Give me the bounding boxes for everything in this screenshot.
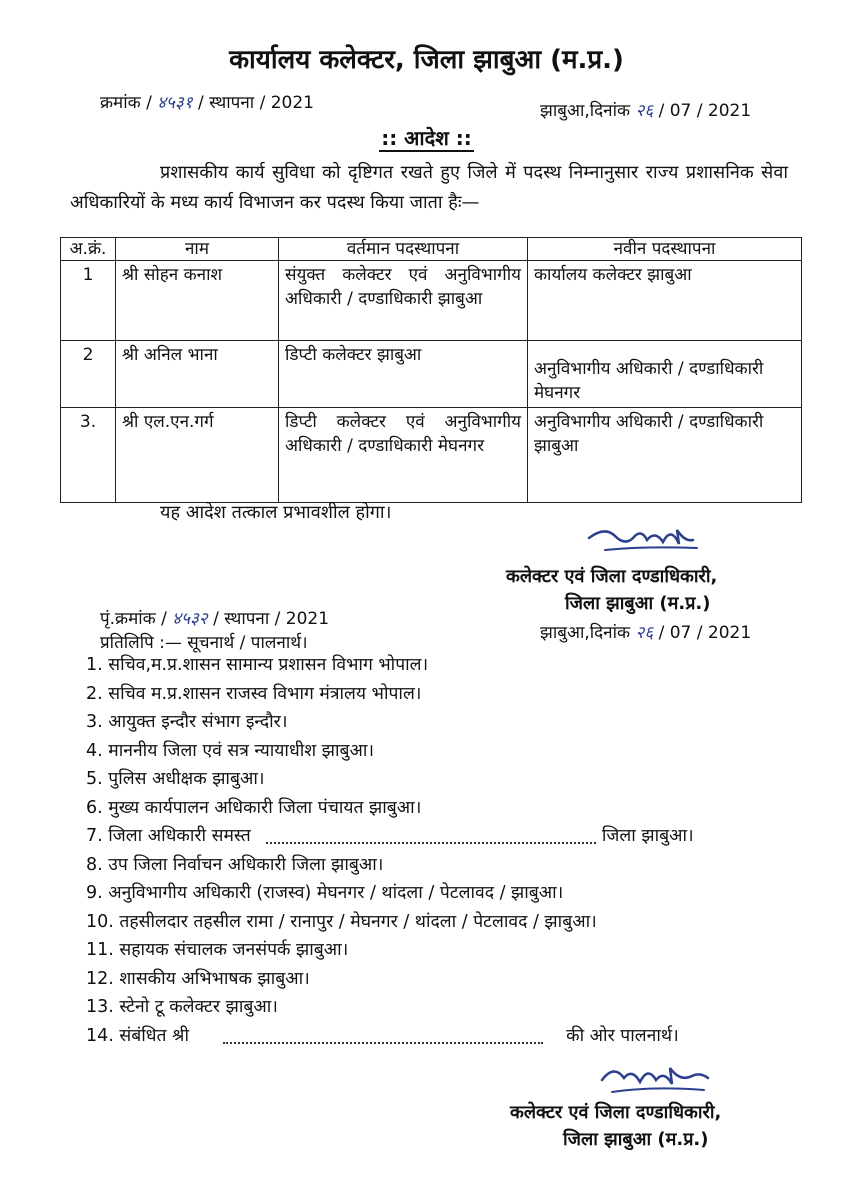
cell-sno: 3. [61, 408, 116, 503]
cell-current: संयुक्त कलेक्टर एवं अनुविभागीय अधिकारी / दण्डाधिकारी झाबुआ [279, 261, 528, 341]
table-row [61, 341, 802, 408]
endorse-ref-prefix: पृं.क्रमांक / [100, 609, 167, 629]
header-sno: अ.क्रं. [61, 238, 116, 261]
header-new-posting: नवीन पदस्थापना [528, 238, 802, 261]
header-current-posting: वर्तमान पदस्थापना [279, 238, 528, 261]
signature-2-icon [596, 1060, 716, 1100]
signature-1-district: जिला झाबुआ (म.प्र.) [565, 593, 711, 614]
list-item: 13. स्टेनो टू कलेक्टर झाबुआ। [86, 997, 278, 1017]
list-item-tail: की ओर पालनार्थ। [566, 1025, 679, 1046]
date-day-handwritten: २६ [635, 101, 654, 121]
list-item: 3. आयुक्त इन्दौर संभाग इन्दौर। [86, 712, 288, 732]
order-date [540, 98, 751, 121]
list-item-text: 14. संबंधित श्री [86, 1025, 189, 1046]
signature-2-designation: कलेक्टर एवं जिला दण्डाधिकारी, [510, 1102, 722, 1123]
endorse-ref-suffix: / स्थापना / 2021 [213, 609, 330, 629]
cell-current: डिप्टी कलेक्टर झाबुआ [279, 341, 528, 408]
copy-label: प्रतिलिपि :— सूचनार्थ / पालनार्थ। [100, 633, 308, 653]
ref-prefix: क्रमांक / [100, 93, 152, 113]
list-item-text: 7. जिला अधिकारी समस्त [86, 826, 251, 846]
cell-sno: 1 [61, 261, 116, 341]
order-heading: :: आदेश :: [381, 126, 472, 150]
date-rest: / 07 / 2021 [658, 101, 752, 121]
cell-current: डिप्टी कलेक्टर एवं अनुविभागीय अधिकारी / दण्डाधिकारी मेघनगर [279, 408, 528, 503]
transfer-table [60, 237, 802, 503]
list-item: 6. मुख्य कार्यपालन अधिकारी जिला पंचायत झाबुआ। [86, 797, 422, 818]
signature-2-district: जिला झाबुआ (म.प्र.) [563, 1129, 709, 1150]
list-item: 1. सचिव,म.प्र.शासन सामान्य प्रशासन विभाग भोपाल। [86, 655, 429, 675]
order-reference [100, 90, 314, 113]
cell-new: कार्यालय कलेक्टर झाबुआ [528, 261, 802, 341]
list-item: 8. उप जिला निर्वाचन अधिकारी जिला झाबुआ। [86, 854, 384, 875]
intro-paragraph: प्रशासकीय कार्य सुविधा को दृष्टिगत रखते हुए जिले में पदस्थ निम्नानुसार राज्य प्रशासनिक सेवा अधिकारियों के मध्य कार्य विभाजन कर पदस्थ किया जाता हैः— [70, 162, 788, 213]
cell-name: श्री एल.एन.गर्ग [116, 408, 279, 503]
header-name: नाम [116, 238, 279, 261]
copy-list [86, 652, 694, 1051]
endorse-date-day-handwritten: २६ [635, 623, 654, 643]
endorse-place-date-prefix: झाबुआ,दिनांक [540, 623, 631, 643]
endorsement-date [540, 620, 751, 643]
endorse-ref-number-handwritten: ४५३२ [172, 609, 208, 629]
cell-name: श्री अनिल भाना [116, 341, 279, 408]
endorse-date-rest: / 07 / 2021 [658, 623, 752, 643]
cell-new: अनुविभागीय अधिकारी / दण्डाधिकारी मेघनगर [528, 341, 802, 408]
list-item: 5. पुलिस अधीक्षक झाबुआ। [86, 769, 265, 789]
list-item [86, 823, 694, 852]
ref-number-handwritten: ४५३१ [157, 93, 193, 113]
endorsement-reference [100, 606, 329, 629]
cell-sno: 2 [61, 341, 116, 408]
list-item: 4. माननीय जिला एवं सत्र न्यायाधीश झाबुआ। [86, 740, 374, 761]
cell-new: अनुविभागीय अधिकारी / दण्डाधिकारी झाबुआ [528, 408, 802, 503]
list-item-tail: जिला झाबुआ। [601, 826, 694, 846]
list-item [86, 1023, 694, 1052]
signature-1-icon [585, 520, 705, 560]
table-header-row [61, 238, 802, 261]
fill-blank-dots [266, 828, 596, 844]
table-row [61, 261, 802, 341]
cell-name: श्री सोहन कनाश [116, 261, 279, 341]
list-item: 9. अनुविभागीय अधिकारी (राजस्व) मेघनगर / थांदला / पेटलावद / झाबुआ। [86, 883, 564, 903]
list-item: 12. शासकीय अभिभाषक झाबुआ। [86, 968, 310, 989]
list-item: 11. सहायक संचालक जनसंपर्क झाबुआ। [86, 940, 349, 960]
list-item: 2. सचिव म.प्र.शासन राजस्व विभाग मंत्रालय भोपाल। [86, 683, 422, 704]
table-row [61, 408, 802, 503]
list-item: 10. तहसीलदार तहसील रामा / रानापुर / मेघनगर / थांदला / पेटलावद / झाबुआ। [86, 911, 597, 932]
place-date-prefix: झाबुआ,दिनांक [540, 101, 631, 121]
office-title: कार्यालय कलेक्टर, जिला झाबुआ (म.प्र.) [229, 45, 624, 75]
effect-line: यह आदेश तत्काल प्रभावशील होगा। [160, 502, 392, 523]
signature-1-designation: कलेक्टर एवं जिला दण्डाधिकारी, [506, 566, 718, 587]
fill-blank-dots [223, 1028, 543, 1044]
ref-suffix: / स्थापना / 2021 [198, 93, 314, 113]
